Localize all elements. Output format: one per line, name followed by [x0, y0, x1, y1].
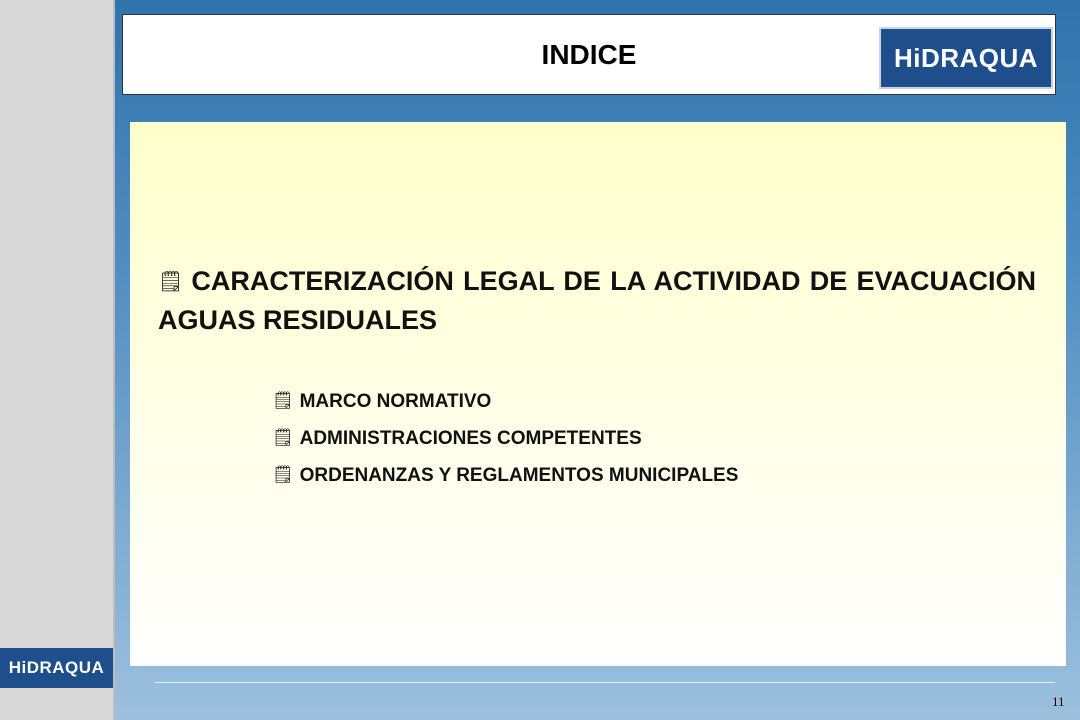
page-number: 11	[1052, 694, 1065, 709]
left-panel-edge	[113, 0, 115, 720]
notepad-bullet-icon: 🗒	[272, 465, 294, 484]
sub-index-item	[272, 386, 738, 423]
content-panel	[130, 122, 1066, 666]
sub-index-item-label: ADMINISTRACIONES COMPETENTES	[299, 428, 642, 449]
main-index-item-label: CARACTERIZACIÓN LEGAL DE LA ACTIVIDAD DE EVACUACIÓN AGUAS RESIDUALES	[158, 266, 1036, 335]
sub-index-list	[272, 386, 738, 497]
left-panel	[0, 0, 113, 720]
slide-header	[122, 14, 1056, 95]
footer-divider	[155, 682, 1055, 683]
notepad-bullet-icon: 🗒	[272, 428, 294, 447]
logo-text: HiDRAQUA	[893, 42, 1039, 73]
hidraqua-logo-small	[0, 648, 113, 688]
page-title: INDICE	[541, 39, 637, 70]
notepad-bullet-icon: 🗒	[272, 391, 294, 410]
sub-index-item	[272, 460, 738, 497]
hidraqua-logo	[879, 27, 1053, 89]
sub-index-item-label: ORDENANZAS Y REGLAMENTOS MUNICIPALES	[299, 465, 739, 486]
notepad-bullet-icon: 🗒	[158, 271, 184, 293]
logo-small-text: HiDRAQUA	[8, 658, 105, 677]
main-index-item	[158, 262, 1036, 339]
sub-index-item	[272, 423, 738, 460]
sub-index-item-label: MARCO NORMATIVO	[299, 391, 492, 412]
